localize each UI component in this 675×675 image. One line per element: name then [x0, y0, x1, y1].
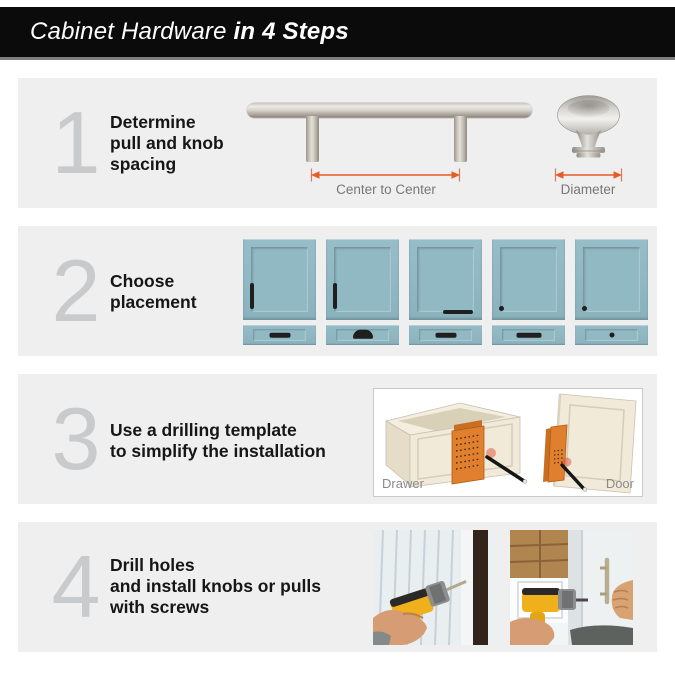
vertical-pull-icon — [333, 283, 337, 309]
installing-pull-photo — [510, 530, 633, 645]
horizontal-pull-icon — [443, 310, 473, 315]
diameter-label: Diameter — [560, 182, 616, 197]
cabinet-door-graphic — [326, 239, 399, 320]
bar-pull-post-right — [454, 116, 467, 162]
cabinet-drawer-graphic — [409, 325, 482, 345]
cabinet-door-graphic — [492, 239, 565, 320]
vertical-pull-icon — [250, 283, 254, 309]
step-2-text — [110, 271, 197, 313]
step-2-section — [18, 226, 657, 356]
step-2-line-1: Choose — [110, 271, 175, 291]
cabinet-drawer-graphic — [326, 325, 399, 345]
step-2-number: 2 — [51, 241, 101, 340]
step-3-section — [18, 374, 657, 504]
step-1-line-2: pull and knob — [110, 133, 224, 153]
knob-icon — [582, 306, 587, 311]
page-title-bold: in 4 Steps — [233, 18, 349, 45]
cabinet-door-graphic — [575, 239, 648, 320]
door-panel — [417, 247, 474, 312]
horizontal-pull-icon — [435, 333, 456, 338]
drilling-door-photo — [373, 530, 498, 645]
cabinet-door-graphic — [243, 239, 316, 320]
step-4-line-2: and install knobs or pulls — [110, 576, 321, 596]
step-1-section — [18, 78, 657, 208]
cabinet-door-graphic — [409, 239, 482, 320]
drilling-template-illustration — [373, 388, 643, 497]
step-2-line-2: placement — [110, 292, 197, 312]
step-1-line-3: spacing — [110, 154, 177, 174]
knob-icon — [499, 306, 504, 311]
door-panel — [583, 247, 640, 312]
placement-option-2 — [326, 226, 399, 356]
center-to-center-arrow-icon — [310, 168, 461, 182]
placement-option-1 — [243, 226, 316, 356]
step-1-number: 1 — [51, 93, 101, 192]
knob-icon — [609, 333, 614, 338]
cup-pull-icon — [353, 330, 373, 339]
step-4-line-1: Drill holes — [110, 555, 195, 575]
placement-option-3 — [409, 226, 482, 356]
door-panel — [334, 247, 391, 312]
placement-option-5 — [575, 226, 648, 356]
round-knob-graphic — [553, 94, 624, 164]
page-title-regular: Cabinet Hardware — [30, 18, 234, 45]
header-bar — [0, 7, 675, 60]
door-panel — [500, 247, 557, 312]
step-3-line-1: Use a drilling template — [110, 420, 297, 440]
bar-pull-graphic — [247, 103, 532, 118]
drawer-label: Drawer — [382, 476, 424, 491]
door-panel — [251, 247, 308, 312]
cabinet-drawer-graphic — [243, 325, 316, 345]
placement-option-4 — [492, 226, 565, 356]
page-title — [30, 18, 349, 46]
horizontal-pull-icon — [516, 333, 541, 338]
center-to-center-label: Center to Center — [336, 182, 436, 197]
step-3-number: 3 — [51, 389, 101, 488]
cabinet-drawer-graphic — [575, 325, 648, 345]
step-4-number: 4 — [51, 537, 101, 636]
step-1-line-1: Determine — [110, 112, 196, 132]
step-4-section — [18, 522, 657, 652]
step-3-text — [110, 420, 326, 462]
door-label: Door — [605, 476, 634, 491]
step-1-text — [110, 112, 224, 175]
step-4-line-3: with screws — [110, 597, 210, 617]
step-3-line-2: to simplify the installation — [110, 441, 326, 461]
horizontal-pull-icon — [269, 333, 290, 338]
step-4-text — [110, 555, 321, 618]
cabinet-drawer-graphic — [492, 325, 565, 345]
diameter-arrow-icon — [554, 168, 623, 182]
bar-pull-post-left — [306, 116, 319, 162]
